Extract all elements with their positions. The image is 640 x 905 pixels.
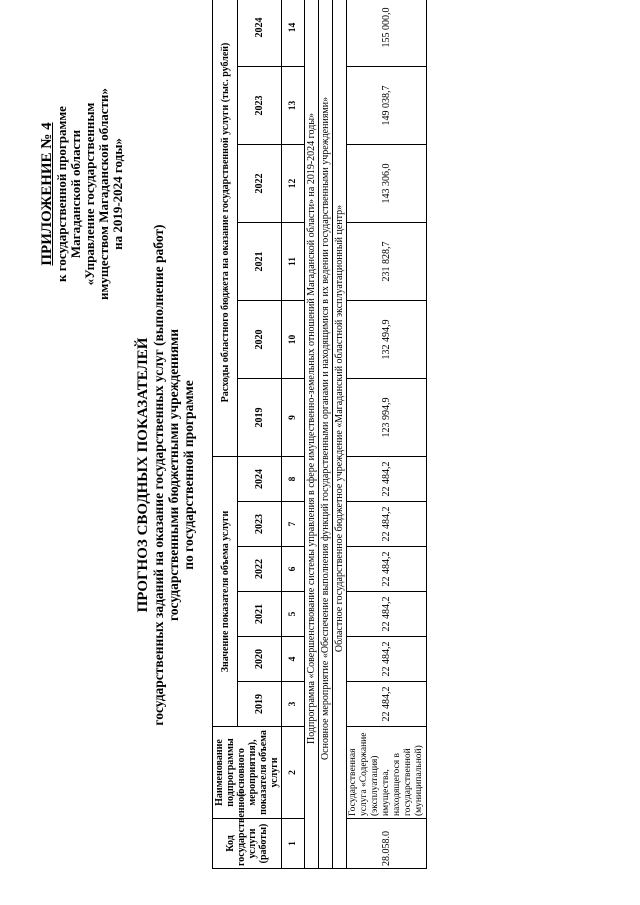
column-number: 13 (282, 67, 305, 145)
header-budget-group: Расходы областного бюджета на оказание государственной услуги (тыс. рублей) (213, 0, 238, 457)
volume-value: 22 484,2 (347, 502, 427, 547)
header-year: 2022 (238, 547, 282, 592)
header-year: 2019 (238, 379, 282, 457)
service-name: Государственная услуга «Содержание (эксплуатация) имущества, находящегося в государственной (муниципальной) (347, 727, 427, 819)
budget-value: 132 494,9 (347, 301, 427, 379)
column-number: 7 (282, 502, 305, 547)
heading-line: государственных заданий на оказание государственных услуг (выполнение работ) (151, 224, 166, 726)
header-name: Наименование подпрограммы (основного мероприятия), показателя объема услуги (213, 727, 282, 819)
budget-value: 155 000,0 (347, 0, 427, 67)
volume-value: 22 484,2 (347, 592, 427, 637)
appendix-line: имуществом Магаданской области» (96, 88, 111, 300)
column-number: 10 (282, 301, 305, 379)
header-volume-group: Значение показателя объема услуги (213, 457, 238, 727)
header-year: 2022 (238, 145, 282, 223)
budget-value: 149 038,7 (347, 67, 427, 145)
measure-row: Основное мероприятие «Обеспечение выполнения функций государственными органами и находящимися в их ведении государственными учреждениями» (319, 0, 333, 869)
subprogram-row: Подпрограмма «Совершенствование системы управления в сфере имущественно-земельных отношений Магаданской области» на 2019-2024 годы» (305, 0, 319, 869)
budget-value: 143 306,0 (347, 145, 427, 223)
header-year: 2021 (238, 592, 282, 637)
column-number: 4 (282, 637, 305, 682)
appendix-block (40, 34, 125, 354)
appendix-title: ПРИЛОЖЕНИЕ № 4 (39, 122, 55, 266)
table-row (347, 0, 427, 869)
heading-line: государственными бюджетными учреждениями (166, 328, 181, 622)
appendix-line: «Управление государственным (82, 102, 97, 286)
heading-line: по государственной программе (181, 380, 196, 570)
header-year: 2023 (238, 67, 282, 145)
volume-value: 22 484,2 (347, 547, 427, 592)
volume-value: 22 484,2 (347, 457, 427, 502)
header-code: Код государственной услуги (работы) (213, 819, 282, 869)
service-code: 28.058.0 (347, 819, 427, 869)
header-year: 2020 (238, 301, 282, 379)
heading-main: ПРОГНОЗ СВОДНЫХ ПОКАЗАТЕЛЕЙ (135, 337, 151, 613)
appendix-line: к государственной программе (54, 106, 69, 282)
volume-value: 22 484,2 (347, 682, 427, 727)
column-number: 11 (282, 223, 305, 301)
header-year: 2019 (238, 682, 282, 727)
header-year: 2020 (238, 637, 282, 682)
column-number: 14 (282, 0, 305, 67)
budget-value: 123 994,9 (347, 379, 427, 457)
column-number: 2 (282, 727, 305, 819)
header-year: 2021 (238, 223, 282, 301)
volume-value: 22 484,2 (347, 637, 427, 682)
header-year: 2024 (238, 457, 282, 502)
column-number: 5 (282, 592, 305, 637)
column-number: 1 (282, 819, 305, 869)
header-year: 2024 (238, 0, 282, 67)
column-number: 12 (282, 145, 305, 223)
document-heading (136, 195, 196, 755)
header-year: 2023 (238, 502, 282, 547)
column-number: 8 (282, 457, 305, 502)
column-number: 3 (282, 682, 305, 727)
appendix-line: Магаданской области (68, 129, 83, 259)
institution-row: Областное государственное бюджетное учреждение «Магаданский областной эксплуатационный центр» (333, 0, 347, 869)
column-number: 6 (282, 547, 305, 592)
appendix-line: на 2019-2024 годы» (110, 138, 125, 250)
column-number: 9 (282, 379, 305, 457)
budget-value: 231 828,7 (347, 223, 427, 301)
indicators-table (212, 0, 427, 869)
